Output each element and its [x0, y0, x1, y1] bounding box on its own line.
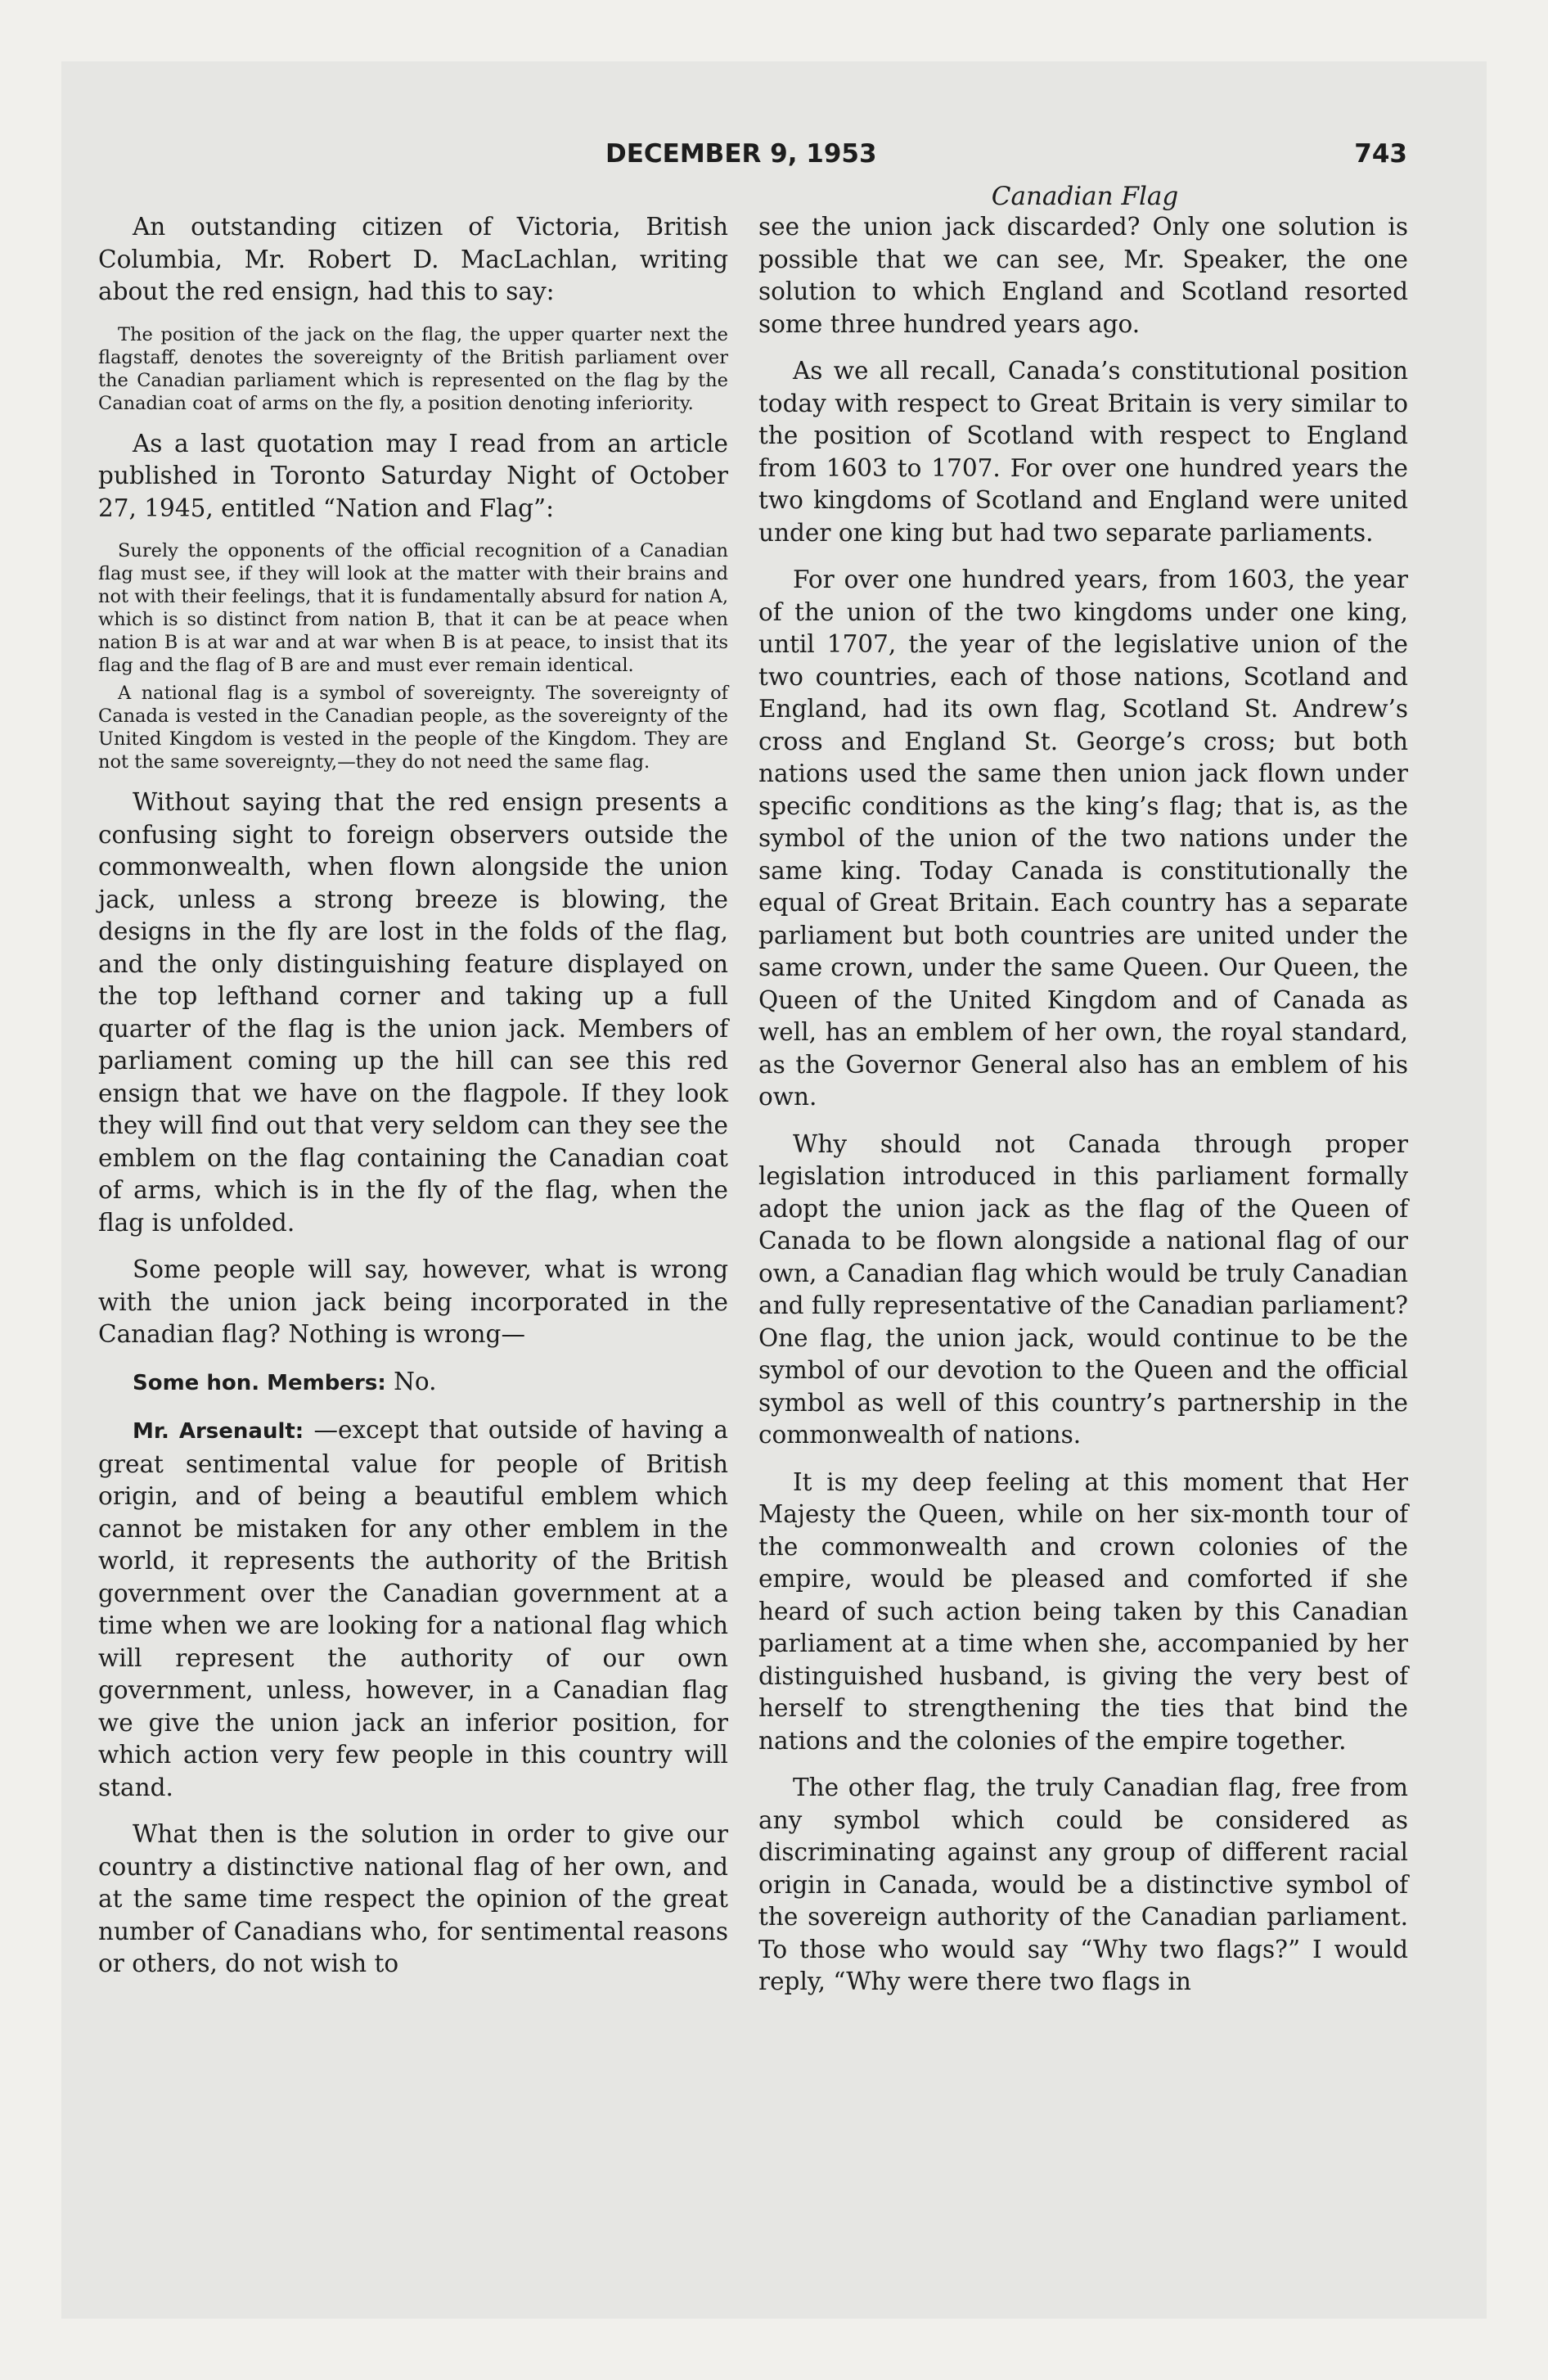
paragraph: As a last quotation may I read from an article published in Toronto Saturday Night of October 27, 1945, entitled “Nation and Flag”:	[98, 429, 728, 522]
paragraph: For over one hundred years, from 1603, the year of the union of the two kingdoms under one king, until 1707, the year of the legislative union of the two countries, each of those nations, Scotland and England, had its own flag, Scotland St. Andrew’s cross and England St. George’s cross; but both nations used the same then union jack flown under specific conditions as the king’s flag; that is, as the symbol of the union of the two nations under the same king. Today Canada is constitutionally the equal of Great Britain. Each country has a separate parliament but both countries are united under the same crown, under the same Queen. Our Queen, the Queen of the United Kingdom and of Canada as well, has an emblem of her own, the royal standard, as the Governor General also has an emblem of his own.	[758, 566, 1408, 1111]
quote-paragraph: Surely the opponents of the official recognition of a Canadian flag must see, if they will look at the matter with their brains and not with their feelings, that it is fundamentally absurd for nation A, which is so distinct from nation B, that it can be at peace when nation B is at war and at war when B is at peace, to insist that its flag and the flag of B are and must ever remain identical.	[98, 540, 728, 676]
paragraph: Why should not Canada through proper legislation introduced in this parliament formally adopt the union jack as the flag of the Queen of Canada to be flown alongside a national flag of our own, a Canadian flag which would be truly Canadian and fully representative of the Canadian parliament? One flag, the union jack, would continue to be the symbol of our devotion to the Queen and the official symbol as well of this country’s partnership in the commonwealth of nations.	[758, 1129, 1408, 1449]
paragraph: The other flag, the truly Canadian flag, free from any symbol which could be considered as discriminating against any group of different racial origin in Canada, would be a distinctive symbol of the sovereign authority of the Canadian parliament. To those who would say “Why two flags?” I would reply, “Why were there two flags in	[758, 1774, 1408, 1995]
quote-paragraph: The position of the jack on the flag, the upper quarter next the flagstaff, denotes the sovereignty of the British parliament over the Canadian parliament which is represented on the flag by the Canadian coat of arms on the fly, a position denoting inferiority.	[98, 323, 728, 414]
speaker-paragraph	[98, 1366, 728, 1400]
speech-text: —except that outside of having a great sentimental value for people of British origin, and of being a beautiful emblem which cannot be mistaken for any other emblem in the world, it represents the authority of the British government over the Canadian government at a time when we are looking for a national flag which will represent the authority of our own government, unless, however, in a Canadian flag we give the union jack an inferior position, for which action very few people in this country will stand.	[98, 1416, 728, 1801]
block-quote	[98, 539, 728, 773]
paragraph: It is my deep feeling at this moment that Her Majesty the Queen, while on her six-month tour of the commonwealth and crown colonies of the empire, would be pleased and comforted if she heard of such action being taken by this Canadian parliament at a time when she, accompanied by her distinguished husband, is giving the very best of herself to strengthening the ties that bind the nations and the colonies of the empire together.	[758, 1467, 1408, 1755]
page-header	[0, 139, 1548, 172]
speaker-paragraph	[98, 1414, 728, 1804]
paragraph: An outstanding citizen of Victoria, British Columbia, Mr. Robert D. MacLachlan, writing about the red ensign, had this to say:	[98, 213, 728, 305]
running-title: Canadian Flag	[991, 182, 1179, 211]
paragraph: What then is the solution in order to give our country a distinctive national flag of her own, and at the same time respect the opinion of the great number of Canadians who, for sentimental reasons or others, do not wish to	[98, 1820, 728, 1977]
right-column	[758, 211, 1408, 2013]
header-date: DECEMBER 9, 1953	[605, 139, 877, 169]
speaker-name: Some hon. Members:	[133, 1370, 386, 1395]
paragraph: Some people will say, however, what is wrong with the union jack being incorporated in the Canadian flag? Nothing is wrong—	[98, 1255, 728, 1348]
left-column	[98, 211, 728, 1995]
quote-paragraph: A national flag is a symbol of sovereignty. The sovereignty of Canada is vested in the Canadian people, as the sovereignty of the United Kingdom is vested in the people of the Kingdom. They are not the same sovereignty,—they do not need the same flag.	[98, 683, 728, 773]
speech-text: No.	[385, 1367, 437, 1395]
paragraph: Without saying that the red ensign presents a confusing sight to foreign observers outside the commonwealth, when flown alongside the union jack, unless a strong breeze is blowing, the designs in the fly are lost in the folds of the flag, and the only distinguishing feature displayed on the top lefthand corner and taking up a full quarter of the flag is the union jack. Members of parliament coming up the hill can see this red ensign that we have on the flagpole. If they look they will find out that very seldom can they see the emblem on the flag containing the Canadian coat of arms, which is in the fly of the flag, when the flag is unfolded.	[98, 788, 728, 1237]
page-number: 743	[1354, 139, 1407, 169]
paragraph: As we all recall, Canada’s constitutional position today with respect to Great Britain is very similar to the position of Scotland with respect to England from 1603 to 1707. For over one hundred years the two kingdoms of Scotland and England were united under one king but had two separate parliaments.	[758, 357, 1408, 547]
speaker-name: Mr. Arsenault:	[133, 1419, 304, 1444]
paragraph: see the union jack discarded? Only one solution is possible that we can see, Mr. Speaker, the one solution to which England and Scotland resorted some three hundred years ago.	[758, 213, 1408, 338]
block-quote	[98, 323, 728, 415]
